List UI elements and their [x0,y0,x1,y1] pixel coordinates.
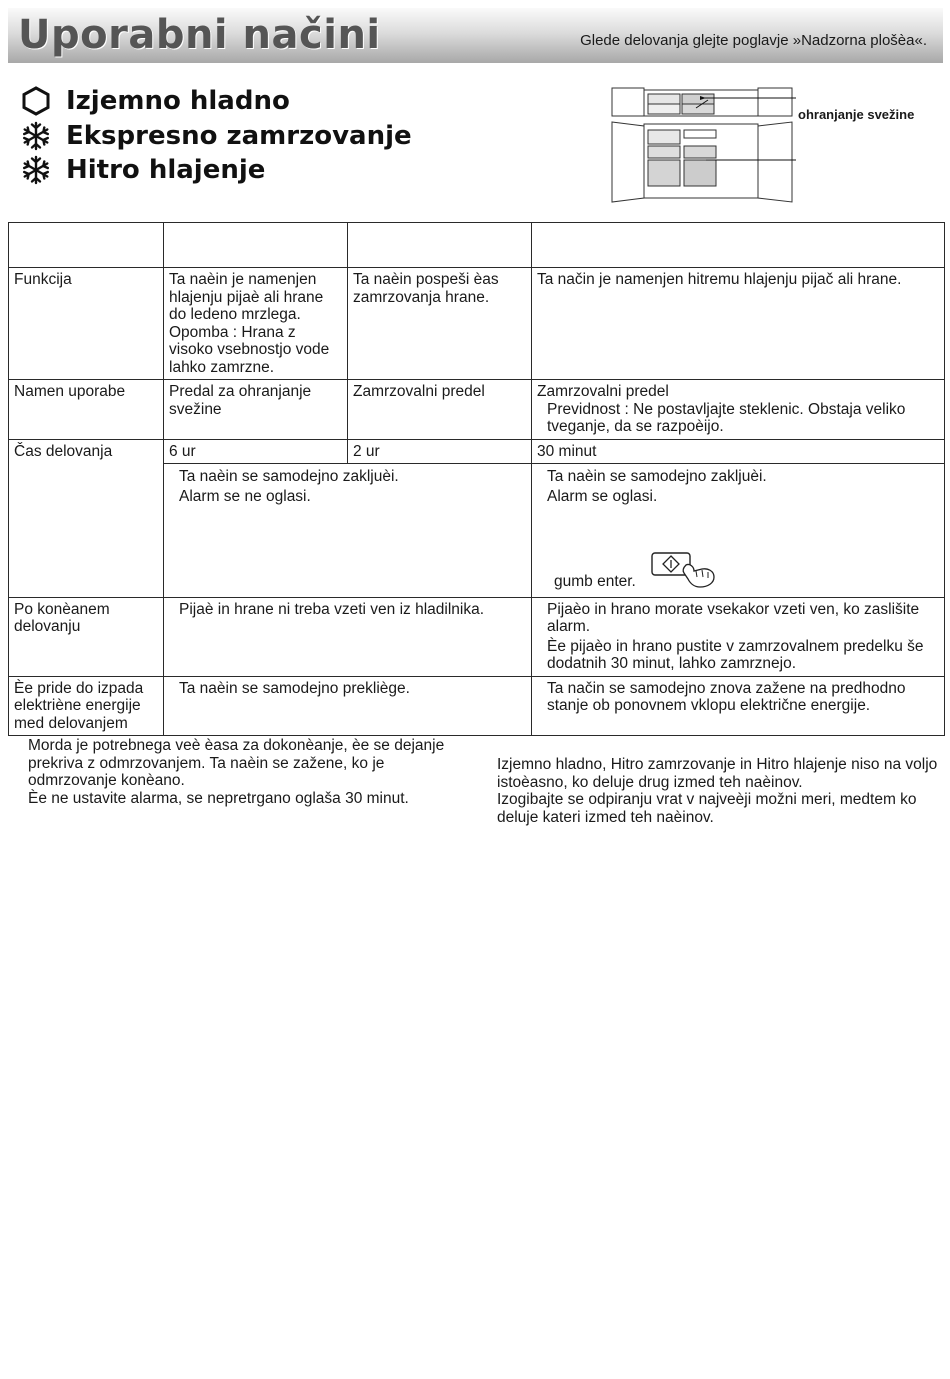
table-row-function [9,268,945,380]
hexagon-icon [20,85,52,117]
snowflake-icon [20,154,52,186]
table-cell [532,597,945,676]
mode-label: Hitro hlajenje [66,155,266,186]
row-label: Funkcija [9,268,164,380]
row-label: Èe pride do izpada elektriène energije med delovanjem [9,676,164,736]
cell-text: Zamrzovalni predel [537,383,669,400]
table-row-power [9,676,945,736]
header-note: Glede delovanja glejte poglavje »Nadzorna plošèa«. [580,32,927,49]
table-header-cell [348,223,532,268]
snowflake-icon [20,120,52,152]
mode-item-express-freeze [20,119,412,154]
table-row-time [9,439,945,464]
caution-text: Previdnost : Ne postavljajte steklenic. Obstaja veliko tveganje, da se razpoèijo. [547,400,906,435]
table-cell [164,464,532,598]
cell-text: Èe pijaèo in hrano pustite v zamrzovalnem predelku še dodatnih 30 minut, lahko zamrznejo. [547,637,924,672]
note-text: Èe ne ustavite alarma, se nepretrgano oglaša 30 minut. [28,789,409,807]
enter-button-label: gumb enter. [554,573,636,590]
table-cell: 2 ur [348,439,532,464]
mode-label: Ekspresno zamrzovanje [66,120,412,151]
fridge-label: ohranjanje svežine [798,107,915,122]
header-bar [8,8,943,63]
table-cell: Ta naèin pospeši èas zamrzovanja hrane. [348,268,532,380]
table-cell [532,464,945,598]
row-label: Po konèanem delovanju [9,597,164,676]
enter-button-icon [650,551,720,594]
table-row-usage [9,380,945,440]
mode-list [20,84,412,188]
table-cell: 30 minut [532,439,945,464]
mode-item-quick-cool [20,153,412,188]
table-cell: 6 ur [164,439,348,464]
note-right [497,756,947,826]
table-cell: Ta način je namenjen hitremu hlajenju pijač ali hrane. [532,268,945,380]
note-left [28,737,468,807]
cell-text: Ta naèin se samodejno zakljuèi. [547,468,767,485]
table-row-after [9,597,945,676]
cell-text: Alarm se ne oglasi. [179,487,311,505]
cell-text: Pijaèo in hrano morate vsekakor vzeti ven, ko zaslišite alarm. [547,600,920,635]
row-label: Namen uporabe [9,380,164,440]
cell-text: Alarm se oglasi. [547,487,658,505]
table-cell: Ta naèin se samodejno prekliège. [164,676,532,736]
fridge-diagram [608,86,798,204]
table-cell: Ta naèin je namenjen hlajenju pijaè ali hrane do ledeno mrzlega. Opomba : Hrana z visoko vsebnostjo vode lahko zamrzne. [164,268,348,380]
table-header-row [9,223,945,268]
table-cell [532,380,945,440]
enter-button-hint [547,551,939,594]
modes-table [8,222,945,736]
table-header-cell [9,223,164,268]
note-text: Izogibajte se odpiranju vrat v najveèji možni meri, medtem ko deluje kateri izmed teh naèinov. [497,791,917,826]
mode-label: Izjemno hladno [66,86,290,117]
table-header-cell [532,223,945,268]
note-text: Morda je potrebnega veè èasa za dokonèanje, èe se dejanje prekriva z odmrzovanjem. Ta naèin se zažene, ko je odmrzovanje konèano. [28,737,445,789]
page-title: Uporabni načini [18,12,381,58]
note-text: Izjemno hladno, Hitro zamrzovanje in Hitro hlajenje niso na voljo istoèasno, ko deluje drug izmed teh naèinov. [497,756,938,791]
table-cell: Predal za ohranjanje svežine [164,380,348,440]
cell-text: Ta naèin se samodejno zakljuèi. [179,468,399,485]
table-header-cell [164,223,348,268]
table-cell: Zamrzovalni predel [348,380,532,440]
mode-item-extra-cool [20,84,412,119]
table-cell: Ta način se samodejno znova zažene na predhodno stanje ob ponovnem vklopu električne energije. [532,676,945,736]
table-cell: Pijaè in hrane ni treba vzeti ven iz hladilnika. [164,597,532,676]
row-label: Čas delovanja [9,439,164,597]
